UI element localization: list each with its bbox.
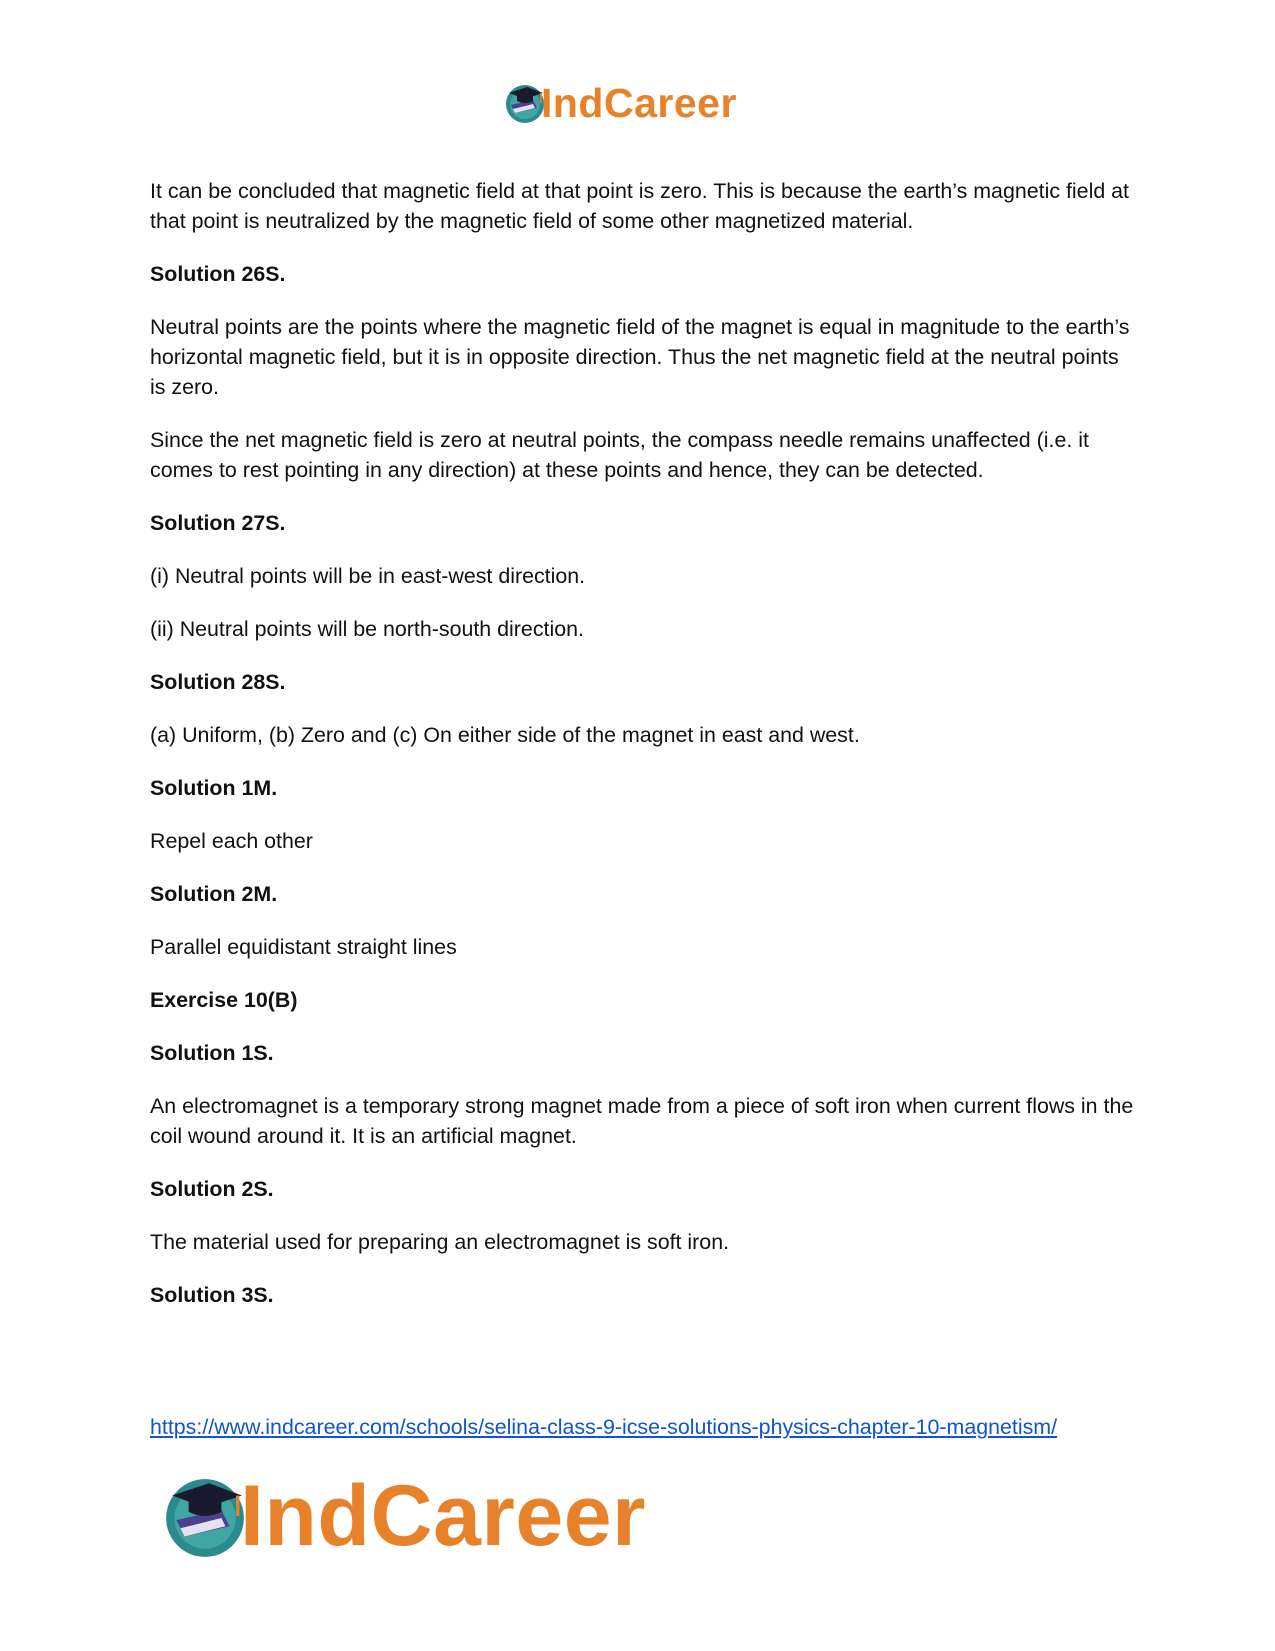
solution-heading: Solution 2M. (150, 882, 278, 906)
exercise-heading: Exercise 10(B) (150, 988, 298, 1012)
source-url-link[interactable]: https://www.indcareer.com/schools/selina-class-9-icse-solutions-physics-chapter-10-magnetism/ (150, 1415, 1058, 1439)
graduation-cap-icon (160, 1471, 250, 1561)
paragraph: An electromagnet is a temporary strong magnet made from a piece of soft iron when current flows in the coil wound around it. It is an artificial magnet. (150, 1094, 1134, 1148)
paragraph: Repel each other (150, 829, 313, 853)
paragraph: Neutral points are the points where the magnetic field of the magnet is equal in magnitude to the earth’s horizontal magnetic field, but it is in opposite direction. Thus the net magnetic field at the neutral points is zero. (150, 315, 1130, 399)
paragraph: (i) Neutral points will be in east-west direction. (150, 564, 586, 588)
paragraph: Parallel equidistant straight lines (150, 935, 457, 959)
document-body (150, 176, 1140, 1333)
indcareer-logo-bottom (160, 1468, 646, 1564)
solution-heading: Solution 1M. (150, 776, 278, 800)
solution-heading: Solution 27S. (150, 511, 286, 535)
paragraph: It can be concluded that magnetic field at that point is zero. This is because the earth’s magnetic field at that point is neutralized by the magnetic field of some other magnetized material. (150, 179, 1129, 233)
solution-heading: Solution 2S. (150, 1177, 274, 1201)
logo-wordmark: IndCareer (541, 79, 737, 126)
solution-heading: Solution 3S. (150, 1283, 274, 1307)
solution-heading: Solution 1S. (150, 1041, 274, 1065)
paragraph: (ii) Neutral points will be north-south direction. (150, 617, 584, 641)
indcareer-logo-top (503, 78, 737, 128)
paragraph: The material used for preparing an electromagnet is soft iron. (150, 1230, 730, 1254)
paragraph: Since the net magnetic field is zero at neutral points, the compass needle remains unaffected (i.e. it comes to rest pointing in any direction) at these points and hence, they can be detected. (150, 428, 1089, 482)
solution-heading: Solution 26S. (150, 262, 286, 286)
paragraph: (a) Uniform, (b) Zero and (c) On either side of the magnet in east and west. (150, 723, 860, 747)
logo-wordmark: IndCareer (240, 1468, 646, 1564)
solution-heading: Solution 28S. (150, 670, 286, 694)
